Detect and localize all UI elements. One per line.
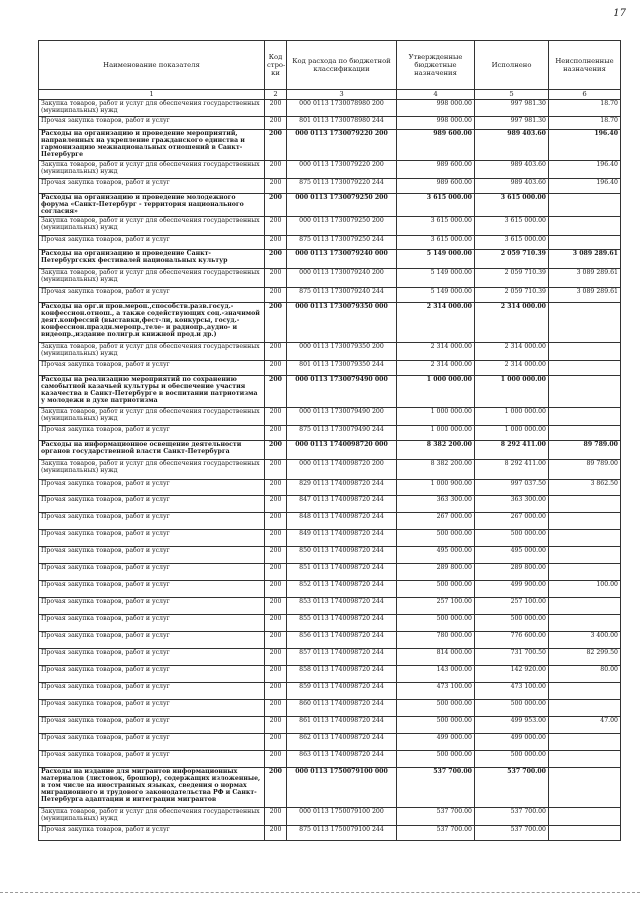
row-approved: 8 382 200.00: [397, 460, 475, 480]
row-line-code: 200: [265, 376, 287, 408]
row-expense-code: 000 0113 1730079350 000: [287, 303, 397, 343]
header-unexecuted: Неисполненные назначения: [549, 41, 621, 90]
row-expense-code: 000 0113 1730079490 200: [287, 408, 397, 426]
row-unexecuted: 3 862.50: [549, 480, 621, 496]
row-line-code: 200: [265, 649, 287, 666]
table-row: [39, 408, 621, 426]
row-expense-code: 000 0113 1730079220 200: [287, 129, 397, 160]
row-approved: 500 000.00: [397, 581, 475, 598]
row-name: Прочая закупка товаров, работ и услуг: [39, 581, 265, 598]
row-expense-code: 875 0113 1730079220 244: [287, 178, 397, 193]
row-name: Расходы на орг.и пров.мероп.,способств.разв.госуд.-конфессион.отнош., а также содействующих соц.-значимой деят.конфессий (выставки,фест-ли, конкурсы, госуд.-конфессион.праздн.меропр.,теле- и радиопр.,аудио- и видеопр.,издание полигр.и книжной прод.и др.): [39, 303, 265, 343]
row-executed: 537 700.00: [475, 768, 549, 808]
row-name: Закупка товаров, работ и услуг для обеспечения государственных (муниципальных) нужд: [39, 100, 265, 117]
header-name: Наименование показателя: [39, 41, 265, 90]
row-line-code: 200: [265, 217, 287, 236]
row-executed: 2 059 710.39: [475, 288, 549, 303]
row-approved: 143 000.00: [397, 666, 475, 683]
row-name: Закупка товаров, работ и услуг для обеспечения государственных (муниципальных) нужд: [39, 808, 265, 826]
row-approved: 3 615 000.00: [397, 236, 475, 250]
row-line-code: 200: [265, 615, 287, 632]
row-name: Прочая закупка товаров, работ и услуг: [39, 615, 265, 632]
row-executed: 363 300.00: [475, 496, 549, 513]
row-unexecuted: [549, 426, 621, 441]
row-name: Прочая закупка товаров, работ и услуг: [39, 717, 265, 734]
row-unexecuted: [549, 826, 621, 841]
table-row: [39, 129, 621, 160]
table-row: [39, 581, 621, 598]
header-line-code: Код стро-ки: [265, 41, 287, 90]
table-row: [39, 288, 621, 303]
row-expense-code: 000 0113 1730079250 200: [287, 217, 397, 236]
row-name: Прочая закупка товаров, работ и услуг: [39, 426, 265, 441]
row-name: Прочая закупка товаров, работ и услуг: [39, 116, 265, 129]
row-executed: 499 953.00: [475, 717, 549, 734]
row-unexecuted: [549, 513, 621, 530]
row-unexecuted: [549, 408, 621, 426]
table-row: [39, 615, 621, 632]
row-expense-code: 875 0113 1730079490 244: [287, 426, 397, 441]
row-approved: 495 000.00: [397, 547, 475, 564]
row-executed: 499 000.00: [475, 734, 549, 751]
row-name: Расходы на организацию и проведение Санкт-Петербургских фестивалей национальных культур: [39, 250, 265, 269]
row-executed: 997 981.30: [475, 116, 549, 129]
row-line-code: 200: [265, 564, 287, 581]
row-approved: 814 000.00: [397, 649, 475, 666]
row-executed: 1 000 000.00: [475, 408, 549, 426]
row-expense-code: 000 0113 1740098720 000: [287, 441, 397, 460]
row-executed: 257 100.00: [475, 598, 549, 615]
row-unexecuted: [549, 496, 621, 513]
row-expense-code: 000 0113 1730079220 200: [287, 160, 397, 178]
row-unexecuted: 196.40: [549, 178, 621, 193]
row-unexecuted: [549, 598, 621, 615]
row-executed: 2 314 000.00: [475, 303, 549, 343]
row-line-code: 200: [265, 269, 287, 288]
row-unexecuted: 89 789.00: [549, 441, 621, 460]
row-approved: 3 615 000.00: [397, 193, 475, 217]
row-executed: 3 615 000.00: [475, 193, 549, 217]
table-row: [39, 236, 621, 250]
table-row: [39, 666, 621, 683]
row-line-code: 200: [265, 666, 287, 683]
header-approved: Утвержденные бюджетные назначения: [397, 41, 475, 90]
row-expense-code: 000 0113 1750079100 000: [287, 768, 397, 808]
row-approved: 257 100.00: [397, 598, 475, 615]
row-approved: 2 314 000.00: [397, 361, 475, 376]
row-executed: 500 000.00: [475, 751, 549, 768]
row-name: Прочая закупка товаров, работ и услуг: [39, 666, 265, 683]
table-row: [39, 160, 621, 178]
row-name: Закупка товаров, работ и услуг для обеспечения государственных (муниципальных) нужд: [39, 160, 265, 178]
row-unexecuted: [549, 734, 621, 751]
row-unexecuted: 3 400.00: [549, 632, 621, 649]
row-expense-code: 000 0113 1730079350 200: [287, 343, 397, 361]
row-executed: 776 600.00: [475, 632, 549, 649]
row-executed: 989 403.60: [475, 178, 549, 193]
row-executed: 473 100.00: [475, 683, 549, 700]
table-row: [39, 768, 621, 808]
row-approved: 989 600.00: [397, 178, 475, 193]
row-expense-code: 856 0113 1740098720 244: [287, 632, 397, 649]
row-approved: 5 149 000.00: [397, 269, 475, 288]
table-row: [39, 826, 621, 841]
row-unexecuted: [549, 361, 621, 376]
row-expense-code: 875 0113 1730079250 244: [287, 236, 397, 250]
row-expense-code: 859 0113 1740098720 244: [287, 683, 397, 700]
row-approved: 1 000 000.00: [397, 376, 475, 408]
table-row: [39, 683, 621, 700]
table-row: [39, 513, 621, 530]
row-approved: 500 000.00: [397, 615, 475, 632]
row-approved: 363 300.00: [397, 496, 475, 513]
row-executed: 500 000.00: [475, 700, 549, 717]
row-name: Прочая закупка товаров, работ и услуг: [39, 826, 265, 841]
row-line-code: 200: [265, 303, 287, 343]
row-approved: 5 149 000.00: [397, 250, 475, 269]
table-row: [39, 717, 621, 734]
row-line-code: 200: [265, 530, 287, 547]
row-unexecuted: 47.00: [549, 717, 621, 734]
row-executed: 2 059 710.39: [475, 269, 549, 288]
table-row: [39, 598, 621, 615]
table-row: [39, 460, 621, 480]
row-approved: 473 100.00: [397, 683, 475, 700]
row-unexecuted: [549, 530, 621, 547]
row-name: Прочая закупка товаров, работ и услуг: [39, 236, 265, 250]
row-unexecuted: 3 089 289.61: [549, 269, 621, 288]
column-number-row: [39, 90, 621, 100]
row-unexecuted: [549, 564, 621, 581]
row-executed: 537 700.00: [475, 808, 549, 826]
row-unexecuted: 18.70: [549, 100, 621, 117]
row-expense-code: 861 0113 1740098720 244: [287, 717, 397, 734]
table-row: [39, 376, 621, 408]
row-unexecuted: 196.40: [549, 129, 621, 160]
table-row: [39, 361, 621, 376]
row-expense-code: 875 0113 1730079240 244: [287, 288, 397, 303]
table-row: [39, 250, 621, 269]
row-line-code: 200: [265, 178, 287, 193]
row-approved: 500 000.00: [397, 751, 475, 768]
row-expense-code: 000 0113 1750079100 200: [287, 808, 397, 826]
row-unexecuted: [549, 808, 621, 826]
row-executed: 267 000.00: [475, 513, 549, 530]
row-name: Прочая закупка товаров, работ и услуг: [39, 649, 265, 666]
row-executed: 537 700.00: [475, 826, 549, 841]
row-executed: 2 314 000.00: [475, 343, 549, 361]
row-executed: 989 403.60: [475, 129, 549, 160]
row-name: Расходы на издание для мигрантов информационных материалов (листовок, брошюр), содержащих изложенные, в том числе на иностранных языках, сведения о нормах миграционного и трудового законодательства РФ и Санкт-Петербурга адаптации и интеграции мигрантов: [39, 768, 265, 808]
row-line-code: 200: [265, 513, 287, 530]
row-executed: 3 615 000.00: [475, 217, 549, 236]
table-row: [39, 496, 621, 513]
row-expense-code: 000 0113 1730079240 200: [287, 269, 397, 288]
row-line-code: 200: [265, 460, 287, 480]
table-row: [39, 269, 621, 288]
table-row: [39, 649, 621, 666]
row-approved: 267 000.00: [397, 513, 475, 530]
row-approved: 1 000 000.00: [397, 408, 475, 426]
row-expense-code: 801 0113 1730078980 244: [287, 116, 397, 129]
row-expense-code: 863 0113 1740098720 244: [287, 751, 397, 768]
row-line-code: 200: [265, 426, 287, 441]
row-line-code: 200: [265, 547, 287, 564]
row-unexecuted: [549, 376, 621, 408]
row-executed: 500 000.00: [475, 530, 549, 547]
row-name: Расходы на организацию и проведение мероприятий, направленных на укрепление гражданского единства и гармонизацию межнациональных отношений в Санкт-Петербурге: [39, 129, 265, 160]
row-expense-code: 860 0113 1740098720 244: [287, 700, 397, 717]
row-line-code: 200: [265, 598, 287, 615]
table-row: [39, 426, 621, 441]
row-approved: 2 314 000.00: [397, 303, 475, 343]
row-name: Расходы на информационное освещение деятельности органов государственной власти Санкт-Петербурга: [39, 441, 265, 460]
row-name: Прочая закупка товаров, работ и услуг: [39, 496, 265, 513]
row-expense-code: 857 0113 1740098720 244: [287, 649, 397, 666]
row-name: Прочая закупка товаров, работ и услуг: [39, 632, 265, 649]
column-number: 1: [39, 90, 265, 100]
row-name: Закупка товаров, работ и услуг для обеспечения государственных (муниципальных) нужд: [39, 460, 265, 480]
table-row: [39, 100, 621, 117]
row-name: Закупка товаров, работ и услуг для обеспечения государственных (муниципальных) нужд: [39, 217, 265, 236]
row-unexecuted: [549, 615, 621, 632]
row-executed: 989 403.60: [475, 160, 549, 178]
row-line-code: 200: [265, 250, 287, 269]
row-approved: 989 600.00: [397, 129, 475, 160]
column-number: 3: [287, 90, 397, 100]
row-line-code: 200: [265, 441, 287, 460]
table-row: [39, 632, 621, 649]
page-number: 17: [613, 8, 626, 19]
row-executed: 2 059 710.39: [475, 250, 549, 269]
row-approved: 3 615 000.00: [397, 217, 475, 236]
row-expense-code: 858 0113 1740098720 244: [287, 666, 397, 683]
row-executed: 731 700.50: [475, 649, 549, 666]
row-executed: 2 314 000.00: [475, 361, 549, 376]
row-expense-code: 000 0113 1730079490 000: [287, 376, 397, 408]
row-name: Прочая закупка товаров, работ и услуг: [39, 734, 265, 751]
row-unexecuted: [549, 236, 621, 250]
row-line-code: 200: [265, 100, 287, 117]
row-name: Прочая закупка товаров, работ и услуг: [39, 178, 265, 193]
row-line-code: 200: [265, 751, 287, 768]
table-row: [39, 734, 621, 751]
row-line-code: 200: [265, 581, 287, 598]
row-expense-code: 850 0113 1740098720 244: [287, 547, 397, 564]
column-number: 5: [475, 90, 549, 100]
row-unexecuted: [549, 547, 621, 564]
row-line-code: 200: [265, 480, 287, 496]
row-approved: 537 700.00: [397, 768, 475, 808]
header-row: [39, 41, 621, 90]
column-number: 2: [265, 90, 287, 100]
row-line-code: 200: [265, 361, 287, 376]
row-unexecuted: 196.40: [549, 160, 621, 178]
row-approved: 1 000 000.00: [397, 426, 475, 441]
row-name: Прочая закупка товаров, работ и услуг: [39, 480, 265, 496]
row-name: Прочая закупка товаров, работ и услуг: [39, 564, 265, 581]
row-approved: 989 600.00: [397, 160, 475, 178]
row-name: Расходы на организацию и проведение молодежного форума «Санкт-Петербург - территория национального согласия»: [39, 193, 265, 217]
row-executed: 142 920.00: [475, 666, 549, 683]
row-name: Прочая закупка товаров, работ и услуг: [39, 288, 265, 303]
row-expense-code: 000 0113 1740098720 200: [287, 460, 397, 480]
row-unexecuted: [549, 343, 621, 361]
table-row: [39, 751, 621, 768]
row-unexecuted: [549, 303, 621, 343]
row-line-code: 200: [265, 129, 287, 160]
column-number: 4: [397, 90, 475, 100]
column-number: 6: [549, 90, 621, 100]
row-approved: 500 000.00: [397, 530, 475, 547]
table-body: [39, 100, 621, 841]
row-expense-code: 801 0113 1730079350 244: [287, 361, 397, 376]
row-expense-code: 000 0113 1730079250 200: [287, 193, 397, 217]
row-unexecuted: [549, 683, 621, 700]
table-row: [39, 178, 621, 193]
row-approved: 289 800.00: [397, 564, 475, 581]
row-name: Расходы на реализацию мероприятий по сохранению самобытной казачьей культуры и обеспечение участия казачества в Санкт-Петербурге в воспитании патриотизма у молодежи в духе патриотизма: [39, 376, 265, 408]
row-unexecuted: 80.00: [549, 666, 621, 683]
row-line-code: 200: [265, 717, 287, 734]
row-line-code: 200: [265, 288, 287, 303]
row-expense-code: 000 0113 1730078980 200: [287, 100, 397, 117]
row-line-code: 200: [265, 343, 287, 361]
row-line-code: 200: [265, 193, 287, 217]
table-row: [39, 480, 621, 496]
row-line-code: 200: [265, 768, 287, 808]
row-approved: 499 000.00: [397, 734, 475, 751]
table-row: [39, 193, 621, 217]
row-name: Закупка товаров, работ и услуг для обеспечения государственных (муниципальных) нужд: [39, 343, 265, 361]
row-name: Прочая закупка товаров, работ и услуг: [39, 361, 265, 376]
row-line-code: 200: [265, 826, 287, 841]
row-name: Закупка товаров, работ и услуг для обеспечения государственных (муниципальных) нужд: [39, 269, 265, 288]
table-row: [39, 530, 621, 547]
row-executed: 997 981.30: [475, 100, 549, 117]
row-unexecuted: [549, 768, 621, 808]
row-name: Прочая закупка товаров, работ и услуг: [39, 700, 265, 717]
row-approved: 998 000.00: [397, 100, 475, 117]
row-executed: 1 000 000.00: [475, 376, 549, 408]
row-executed: 8 292 411.00: [475, 460, 549, 480]
row-approved: 537 700.00: [397, 808, 475, 826]
row-expense-code: 848 0113 1740098720 244: [287, 513, 397, 530]
row-line-code: 200: [265, 236, 287, 250]
row-unexecuted: 18.70: [549, 116, 621, 129]
row-line-code: 200: [265, 408, 287, 426]
row-name: Прочая закупка товаров, работ и услуг: [39, 683, 265, 700]
table-row: [39, 547, 621, 564]
row-executed: 289 800.00: [475, 564, 549, 581]
row-approved: 500 000.00: [397, 700, 475, 717]
row-expense-code: 852 0113 1740098720 244: [287, 581, 397, 598]
row-unexecuted: 89 789.00: [549, 460, 621, 480]
row-expense-code: 862 0113 1740098720 244: [287, 734, 397, 751]
row-line-code: 200: [265, 116, 287, 129]
row-expense-code: 875 0113 1750079100 244: [287, 826, 397, 841]
row-executed: 8 292 411.00: [475, 441, 549, 460]
budget-execution-table: [38, 40, 621, 841]
row-expense-code: 855 0113 1740098720 244: [287, 615, 397, 632]
row-line-code: 200: [265, 734, 287, 751]
row-executed: 495 000.00: [475, 547, 549, 564]
row-line-code: 200: [265, 700, 287, 717]
row-approved: 537 700.00: [397, 826, 475, 841]
row-name: Прочая закупка товаров, работ и услуг: [39, 547, 265, 564]
table-row: [39, 217, 621, 236]
row-unexecuted: [549, 751, 621, 768]
row-name: Прочая закупка товаров, работ и услуг: [39, 513, 265, 530]
row-line-code: 200: [265, 496, 287, 513]
row-executed: 500 000.00: [475, 615, 549, 632]
table-row: [39, 564, 621, 581]
row-unexecuted: 3 089 289.61: [549, 288, 621, 303]
row-expense-code: 847 0113 1740098720 244: [287, 496, 397, 513]
row-unexecuted: 100.00: [549, 581, 621, 598]
table-row: [39, 303, 621, 343]
scan-edge: [0, 892, 640, 893]
table-row: [39, 116, 621, 129]
row-unexecuted: [549, 700, 621, 717]
row-unexecuted: [549, 193, 621, 217]
table-row: [39, 808, 621, 826]
row-line-code: 200: [265, 632, 287, 649]
row-executed: 3 615 000.00: [475, 236, 549, 250]
row-expense-code: 851 0113 1740098720 244: [287, 564, 397, 581]
row-expense-code: 853 0113 1740098720 244: [287, 598, 397, 615]
table-row: [39, 441, 621, 460]
row-name: Закупка товаров, работ и услуг для обеспечения государственных (муниципальных) нужд: [39, 408, 265, 426]
table-row: [39, 343, 621, 361]
header-expense-code: Код расхода по бюджетной классификации: [287, 41, 397, 90]
row-unexecuted: 3 089 289.61: [549, 250, 621, 269]
row-expense-code: 829 0113 1740098720 244: [287, 480, 397, 496]
row-approved: 5 149 000.00: [397, 288, 475, 303]
row-executed: 1 000 000.00: [475, 426, 549, 441]
header-executed: Исполнено: [475, 41, 549, 90]
row-line-code: 200: [265, 160, 287, 178]
row-line-code: 200: [265, 683, 287, 700]
row-approved: 1 000 900.00: [397, 480, 475, 496]
row-executed: 997 037.50: [475, 480, 549, 496]
row-approved: 780 000.00: [397, 632, 475, 649]
row-approved: 998 000.00: [397, 116, 475, 129]
row-expense-code: 849 0113 1740098720 244: [287, 530, 397, 547]
row-unexecuted: [549, 217, 621, 236]
row-unexecuted: 82 299.50: [549, 649, 621, 666]
row-line-code: 200: [265, 808, 287, 826]
row-approved: 2 314 000.00: [397, 343, 475, 361]
row-name: Прочая закупка товаров, работ и услуг: [39, 751, 265, 768]
row-name: Прочая закупка товаров, работ и услуг: [39, 598, 265, 615]
row-name: Прочая закупка товаров, работ и услуг: [39, 530, 265, 547]
row-approved: 500 000.00: [397, 717, 475, 734]
row-expense-code: 000 0113 1730079240 000: [287, 250, 397, 269]
row-approved: 8 382 200.00: [397, 441, 475, 460]
table-row: [39, 700, 621, 717]
row-executed: 499 900.00: [475, 581, 549, 598]
